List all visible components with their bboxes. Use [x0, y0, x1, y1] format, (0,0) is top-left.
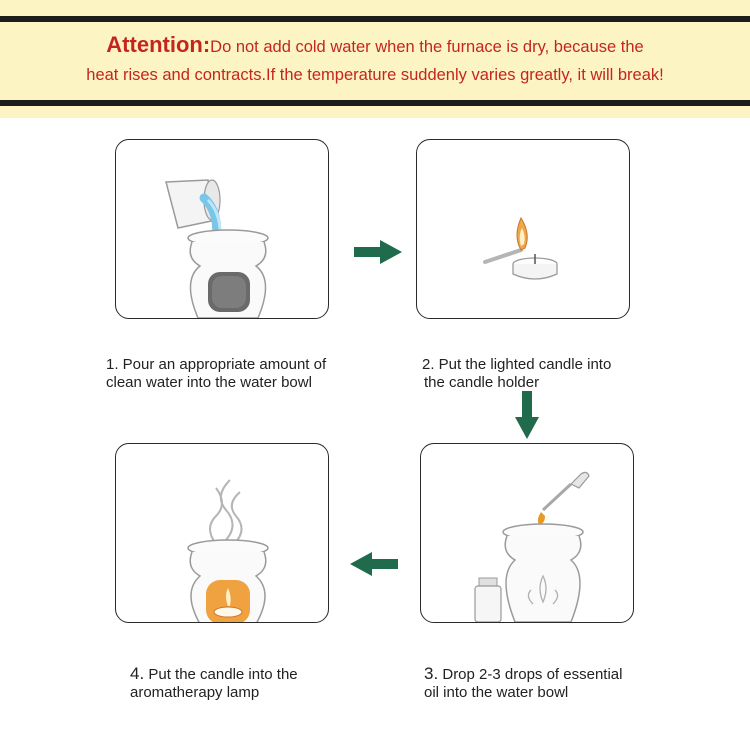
- step-4-caption: [130, 665, 298, 702]
- essential-oil-bottle-icon: [475, 578, 501, 622]
- attention-label: Attention:: [106, 32, 211, 57]
- attention-text-1: Do not add cold water when the furnace is dry, because the: [210, 38, 644, 56]
- step-4-number: 4.: [130, 664, 145, 683]
- dropper-icon: [538, 472, 589, 524]
- step-3-caption: [424, 665, 622, 702]
- step-4-line-1: Put the candle into the: [148, 666, 298, 683]
- steam-icon: [210, 480, 242, 544]
- banner-top-bar: [0, 16, 750, 22]
- aroma-lamp-icon: [188, 540, 268, 622]
- tealight-candle-icon: [513, 254, 557, 279]
- attention-line-2: heat rises and contracts.If the temperature suddenly varies greatly, it will break!: [86, 66, 664, 84]
- oil-burner-icon: [503, 524, 583, 622]
- banner-bottom-bar: [0, 100, 750, 106]
- match-icon: [485, 218, 527, 262]
- step-2-image: [416, 139, 630, 319]
- step-1-line-1: 1. Pour an appropriate amount of: [106, 356, 327, 373]
- step-3-line-2: oil into the water bowl: [424, 684, 569, 701]
- step-1-image: [115, 139, 329, 319]
- attention-line-1: [0, 32, 750, 58]
- step-4-line-2: aromatherapy lamp: [130, 684, 260, 701]
- step-2-line-2: the candle holder: [424, 374, 540, 391]
- step-1-caption: [106, 356, 326, 392]
- step-2-caption: [422, 356, 611, 392]
- step-1-line-2: clean water into the water bowl: [106, 374, 312, 391]
- arrow-left-icon: [350, 552, 398, 576]
- arrow-right-icon: [354, 240, 402, 264]
- step-3-number: 3.: [424, 664, 439, 683]
- step-4-image: [115, 443, 329, 623]
- step-3-line-1: Drop 2-3 drops of essential: [442, 666, 623, 683]
- step-2-line-1: 2. Put the lighted candle into: [422, 356, 612, 373]
- attention-banner: [0, 0, 750, 118]
- step-3-image: [420, 443, 634, 623]
- oil-burner-icon: [188, 230, 268, 318]
- arrow-down-icon: [515, 391, 539, 439]
